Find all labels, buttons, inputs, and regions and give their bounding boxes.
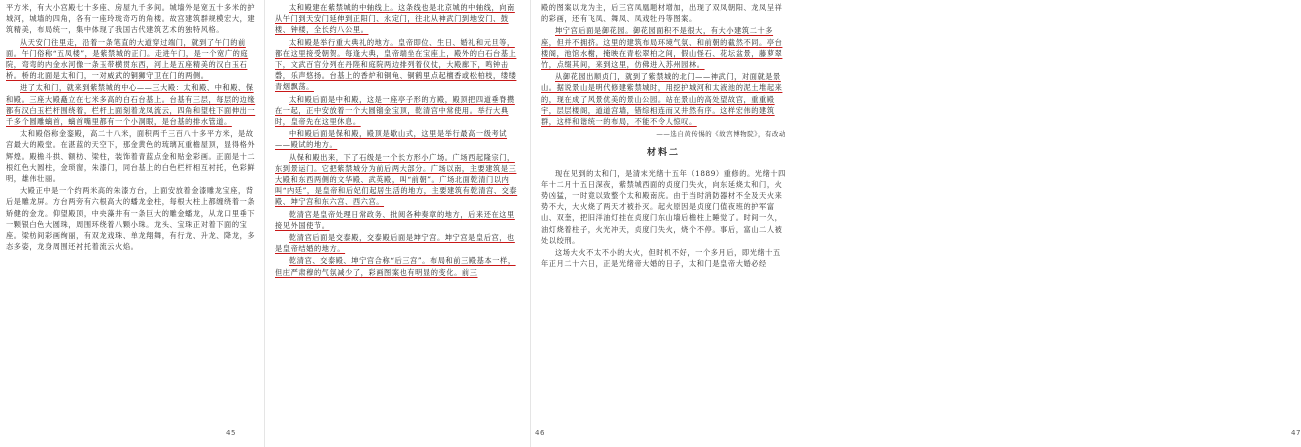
page-number: 45: [226, 428, 237, 437]
paragraph: 太和殿俗称金銮殿，高二十八米，面积两千三百八十多平方米，是故宫最大的殿堂。在湛蓝的天空下，那金黄色的琉璃瓦重檐屋顶，显得格外辉煌。殿檐斗拱、额枋、梁柱，装饰着青蓝点金和贴金彩画。正面是十二根红色大圆柱，金琐窗，朱漆门，同台基上的白色栏杆相互衬托，色彩鲜明，雄伟壮丽。: [6, 129, 256, 184]
paragraph-highlighted: 坤宁宫后面是御花园。御花园面积不是很大，有大小建筑二十多座，但并不拥挤。这里的建筑布局环境气氛、和前朝的截然不同。亭台楼阁，池馆水榭，掩映在青松翠柏之间，假山怪石、花坛盆景，藤萝翠竹，点缀其间，来到这里，仿佛进入苏州园林。: [541, 26, 783, 70]
paragraph: 现在见到的太和门，是清末光绪十五年（1889）重修的。光绪十四年十二月十五日深夜，紫禁城西面的贞度门失火，向东延烧太和门，火势凶猛，一时竟以致整个太和殿南庑。由于当时消防器材不全及天火来势不大，大火烧了两天才被扑灭。起火原因是贞度门值夜班的护军富山、双奎，把旧洋油灯挂在贞度门东山墙后檐柱上睡觉了。时间一久，油灯烧着柱子，火光冲天，贞度门失火，烧个不停。事后，富山二人被处以绞刑。: [541, 168, 786, 245]
page-number: 47: [1291, 428, 1301, 437]
page-number: 46: [535, 428, 546, 437]
paragraph-highlighted: 乾清宫后面是交泰殿，交泰殿后面是坤宁宫。坤宁宫是皇后宫，也是皇帝结婚的地方。: [275, 233, 515, 254]
paragraph-highlighted: 太和殿后面是中和殿，这是一座亭子形的方殿，殿顶把四道垂脊攒在一起，正中安放着一个大圆镏金宝顶，乾清宫中常使用。举行大典时，皇帝先在这里休息。: [275, 94, 515, 127]
paragraph-highlighted: 乾清宫是皇帝处理日常政务、批阅各种奏章的地方，后来还在这里接见外国使节。: [275, 209, 515, 230]
paragraph: 这场大火不太不小的大火，但时机不好，一个多月后，即光绪十五年正月二十六日，正是光绪帝大婚的日子，太和门是皇帝大婚必经: [541, 248, 781, 269]
paragraph-highlighted: 中和殿后面是保和殿，殿顶是歇山式，这里是举行最高一级考试——殿试的地方。: [275, 129, 508, 150]
paragraph-highlighted: 乾清宫、交泰殿、坤宁宫合称“后三宫”。布局和前三殿基本一样，但庄严肃穆的气氛减少了，彩画图案也有明显的变化。前三: [275, 256, 516, 277]
paragraph-highlighted: 从保和殿出来，下了石级是一个长方形小广场。广场西起隆宗门，东到景运门。它把紫禁城分为前后两大部分。广场以南，主要建筑是三大殿和东西两侧的文华殿、武英殿，叫“前朝”。广场北面乾清门以内叫“内廷”，是皇帝和后妃们起居生活的地方，主要建筑有乾清宫、交泰殿、坤宁宫和东六宫、西六宫。: [275, 152, 518, 207]
right-page: [530, 0, 1301, 447]
paragraph-highlighted: 太和殿建在紫禁城的中轴线上。这条线也是北京城的中轴线，向南从午门到天安门延伸到正阳门、永定门，往北从神武门到地安门、鼓楼、钟楼，全长约八公里。: [275, 3, 515, 35]
paragraph: 大殿正中是一个约两米高的朱漆方台，上面安放着金漆雕龙宝座，背后是雕龙屏。方台两旁有六根高大的蟠龙金柱，每根大柱上都缠绕着一条矫健的金龙。仰望殿顶，中央藻井有一条巨大的雕金蟠龙，从龙口里垂下一颗银白色大圆珠，周围环绕着八颗小珠。龙头、宝珠正对着下面的宝座。梁枋间彩画绚丽，有双龙戏珠、单龙翔舞，有行龙、升龙、降龙，多态多姿，龙身周围还衬托着流云火焰。: [6, 186, 256, 252]
section-heading: 材料二: [646, 148, 680, 159]
paragraph-highlighted: 从天安门往里走，沿着一条笔直的大道穿过端门，就到了午门的前面。午门俗称“五凤楼”，是紫禁城的正门。走进午门，是一个宽广的庭院，弯弯的内金水河像一条玉带横贯东西，河上是五座精美的汉白玉石桥。桥的北面是太和门，一对威武的铜狮守卫在门的两侧。: [6, 37, 249, 81]
paragraph-highlighted: 进了太和门，就来到紫禁城的中心——三大殿：太和殿、中和殿、保和殿。三座大殿矗立在七米多高的白石台基上。台基有三层，每层的边缘都有汉白玉栏杆围绕着，栏杆上面刻着龙凤流云，四角和望柱下面伸出一千多个圆雕螭首，螭首嘴里都有一个小洞眼，是台基的排水管道。: [6, 83, 256, 127]
left-page: [0, 0, 264, 447]
middle-page: [264, 0, 546, 447]
paragraph: 平方米，有大小宫殿七十多座、房屋九千多间。城墙外是宽五十多米的护城河，城墙的四角，各有一座玲珑奇巧的角楼。故宫建筑群规模宏大，建筑精美，布局统一，集中体现了我国古代建筑艺术的独特风格。: [6, 3, 256, 35]
paragraph: 殿的图案以龙为主，后三宫凤凰题材增加，出现了双凤朝阳、龙凤呈祥的彩画，还有飞凤、舞凤、凤戏牡丹等图案。: [541, 3, 783, 24]
source-citation: ——选自黄传惕的《故宫博物院》，有改动: [656, 130, 786, 139]
paragraph-highlighted: 太和殿是举行重大典礼的地方。皇帝即位、生日、婚礼和元旦等，都在这里接受朝贺。每逢大典，皇帝端坐在宝座上，殿外的白石台基上下，文武百官分列在丹陛和庭院两边排列着仪仗，大殿廊下，鸣钟击磬，乐声悠扬。台基上的香炉和铜龟、铜鹤里点起檀香或松柏枝，缕缕青烟飘荡。: [275, 37, 517, 92]
paragraph-highlighted: 从御花园出顺贞门，就到了紫禁城的北门——神武门，对面就是景山。据说景山是明代修建紫禁城时，用挖护城河和太液池的泥土堆起来的，现在成了风景优美的景山公园。站在景山的高处望故宫，重重殿宇，层层楼阁，道道宫墙，错综相连而又井然有序。这样宏伟的建筑群，这样和谐统一的布局，不能不令人惊叹。: [541, 72, 783, 127]
